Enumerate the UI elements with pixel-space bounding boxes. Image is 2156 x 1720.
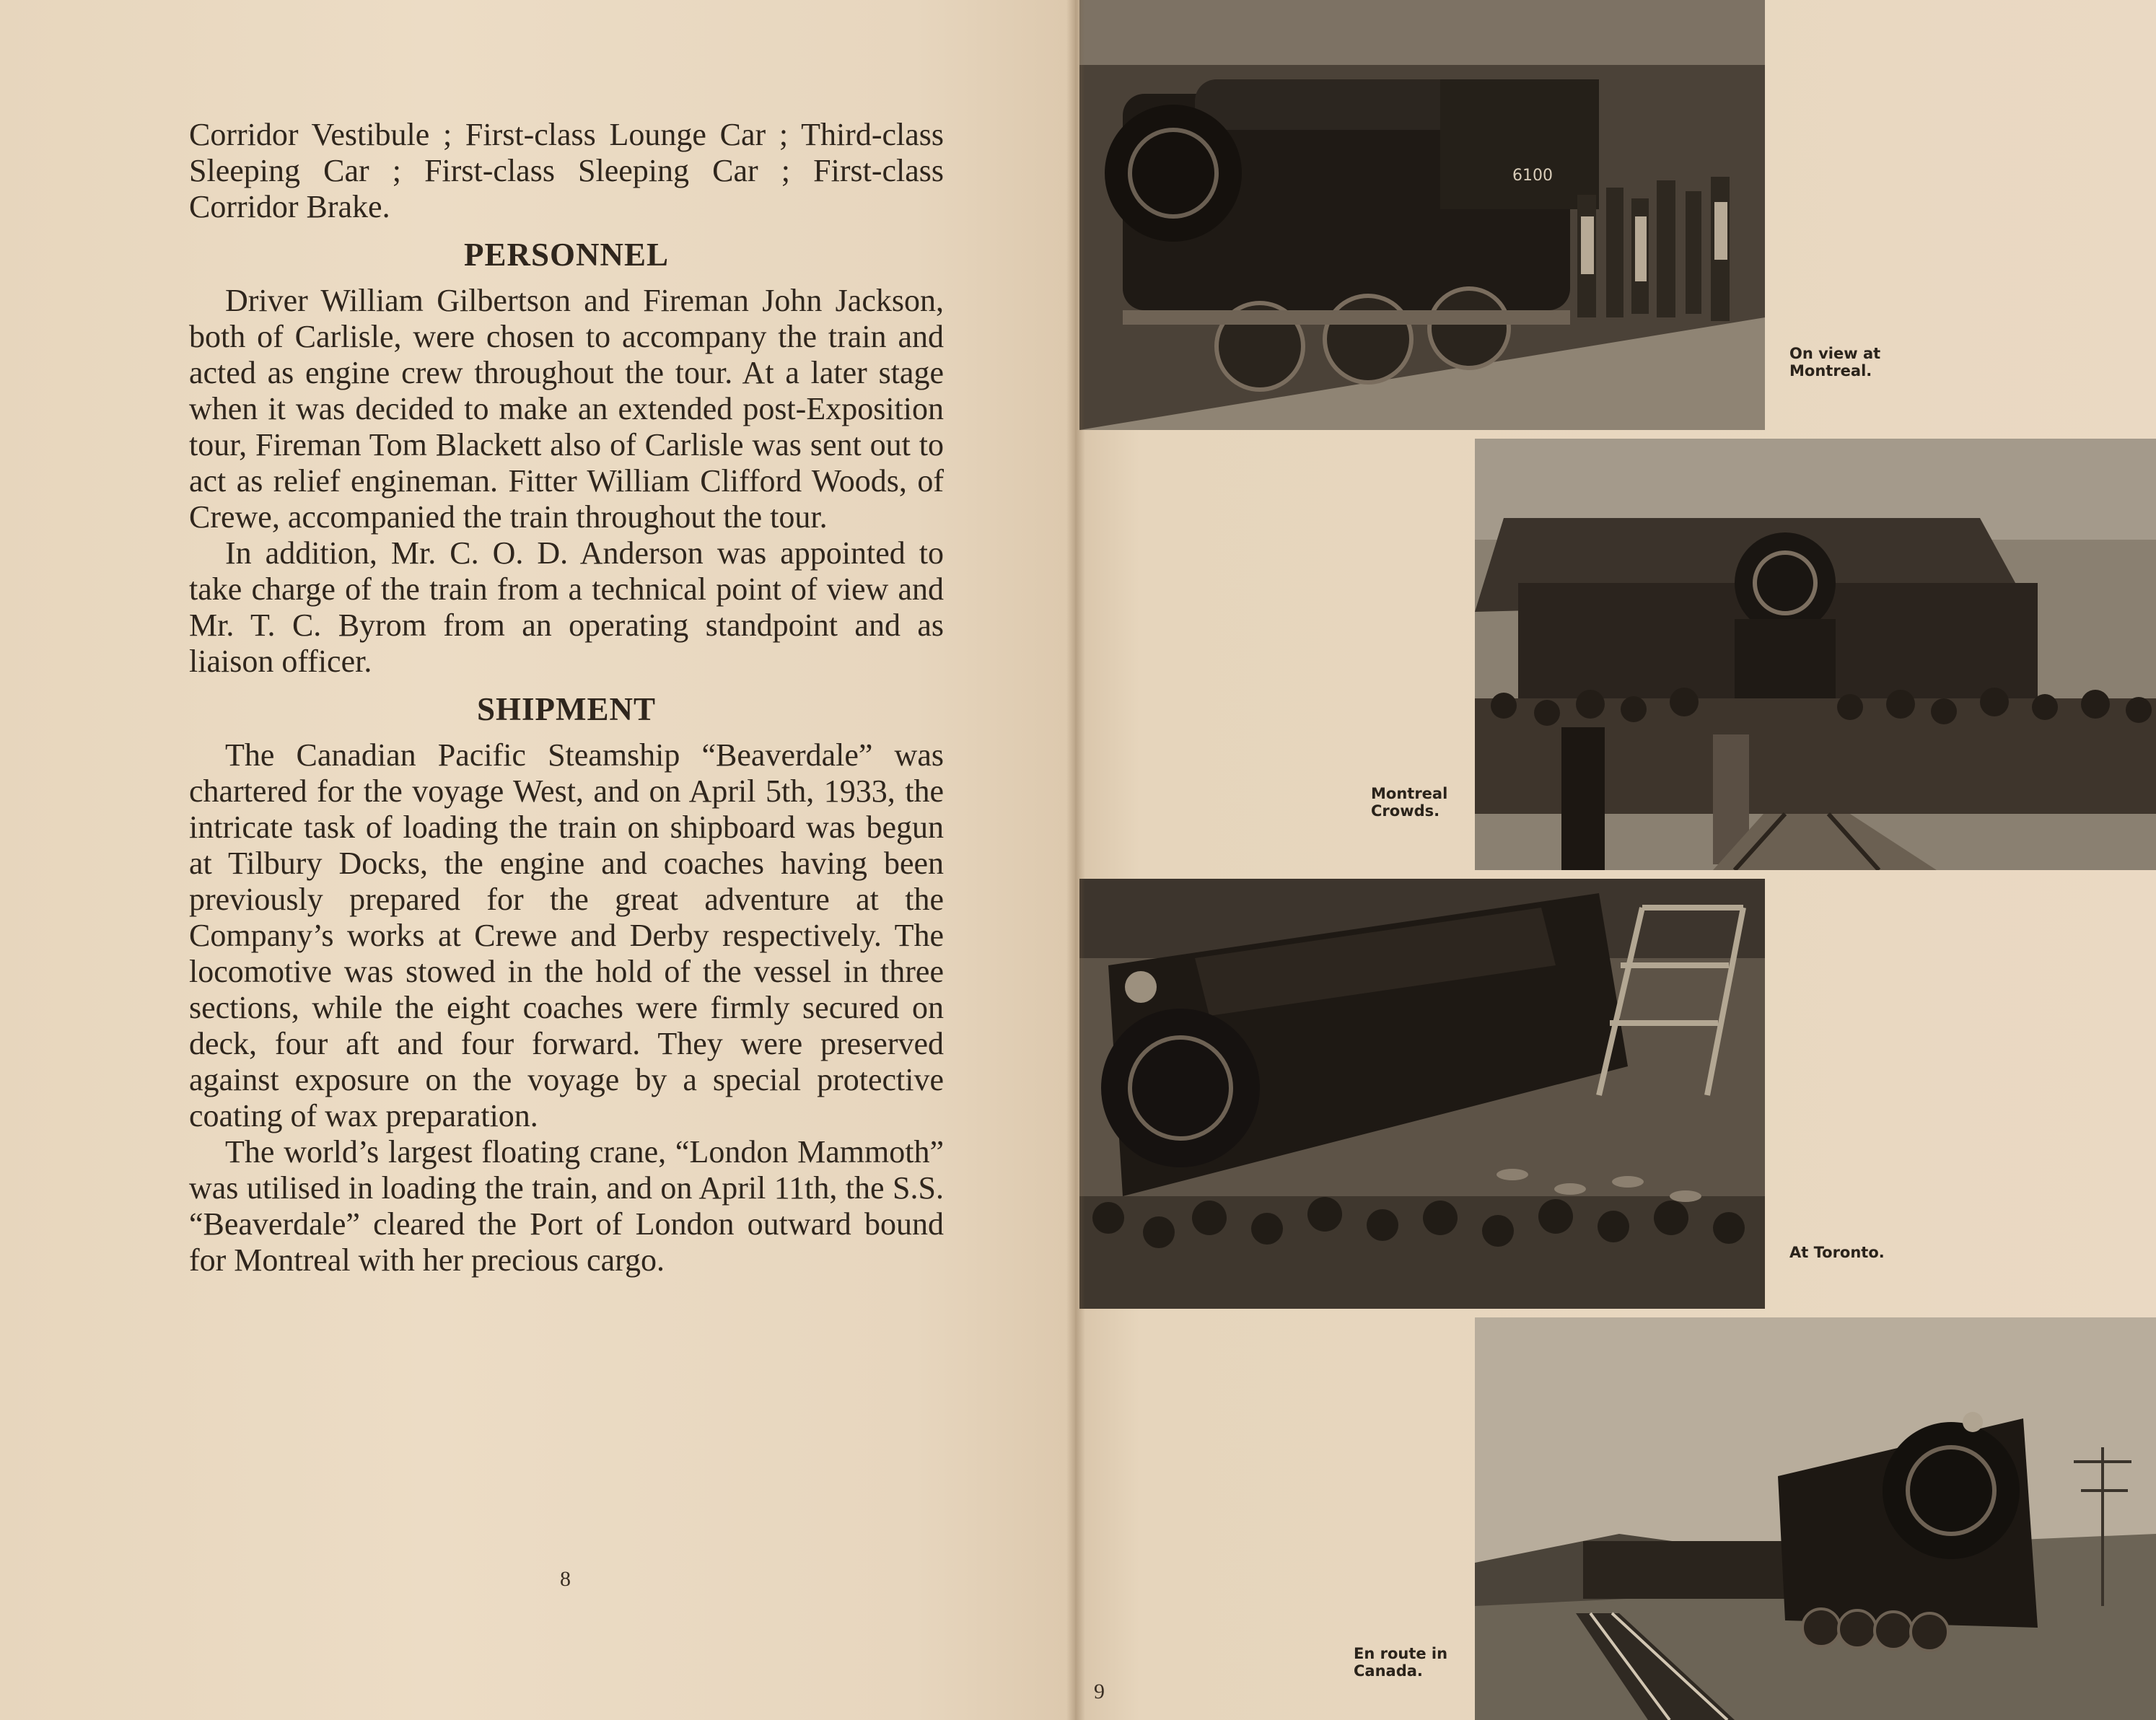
shipment-paragraph-1: The Canadian Pacific Steamship “Beaverdale” was chartered for the voyage West, and on April 5th, 1933, the intricate task of loading the train on shipboard was begun at Tilbury Docks, the engine and coaches having been previously prepared for the great adventure at the Company’s works at Crewe and Derby respectively. The locomotive was stowed in the hold of the vessel in three sections, while the eight coaches were firmly secured on deck, four aft and four forward. They were preserved against exposure on the voyage by a special protective coating of wax preparation. xyxy=(189,737,944,1133)
photo-en-route-canada xyxy=(1475,1317,2156,1720)
heading-shipment: SHIPMENT xyxy=(476,691,657,727)
engine-number-label: 6100 xyxy=(1512,167,1553,185)
heading-personnel: PERSONNEL xyxy=(463,237,670,273)
text-column xyxy=(189,117,944,1278)
right-page xyxy=(1075,0,2156,1720)
caption-at-toronto: At Toronto. xyxy=(1789,1244,1885,1261)
caption-en-route-canada: En route in Canada. xyxy=(1354,1645,1448,1680)
photo-at-toronto xyxy=(1079,879,1765,1309)
photo-locomotive-montreal xyxy=(1079,0,1765,430)
left-page xyxy=(0,0,1075,1720)
book-gutter xyxy=(1066,0,1085,1720)
page-number-right: 9 xyxy=(1094,1680,1105,1703)
personnel-paragraph-2: In addition, Mr. C. O. D. Anderson was appointed to take charge of the train from a technical point of view and Mr. T. C. Byrom from an operating standpoint and as liaison officer. xyxy=(189,535,944,679)
caption-on-view-montreal: On view at Montreal. xyxy=(1789,345,1881,379)
lead-paragraph: Corridor Vestibule ; First-class Lounge Car ; Third-class Sleeping Car ; First-class Sleeping Car ; First-class Corridor Brake. xyxy=(189,117,944,224)
page-number-left: 8 xyxy=(560,1567,571,1591)
personnel-paragraph-1: Driver William Gilbertson and Fireman John Jackson, both of Carlisle, were chosen to accompany the train and acted as engine crew throughout the tour. At a later stage when it was decided to make an extended post-Exposition tour, Fireman Tom Blackett also of Carlisle was sent out to act as relief engineman. Fitter William Clifford Woods, of Crewe, accompanied the train throughout the tour. xyxy=(189,283,944,535)
caption-montreal-crowds: Montreal Crowds. xyxy=(1371,785,1448,820)
shipment-paragraph-2: The world’s largest floating crane, “London Mammoth” was utilised in loading the train, and on April 11th, the S.S. “Beaverdale” cleared the Port of London outward bound for Montreal with her precious cargo. xyxy=(189,1134,944,1278)
photo-montreal-crowds xyxy=(1475,439,2156,870)
